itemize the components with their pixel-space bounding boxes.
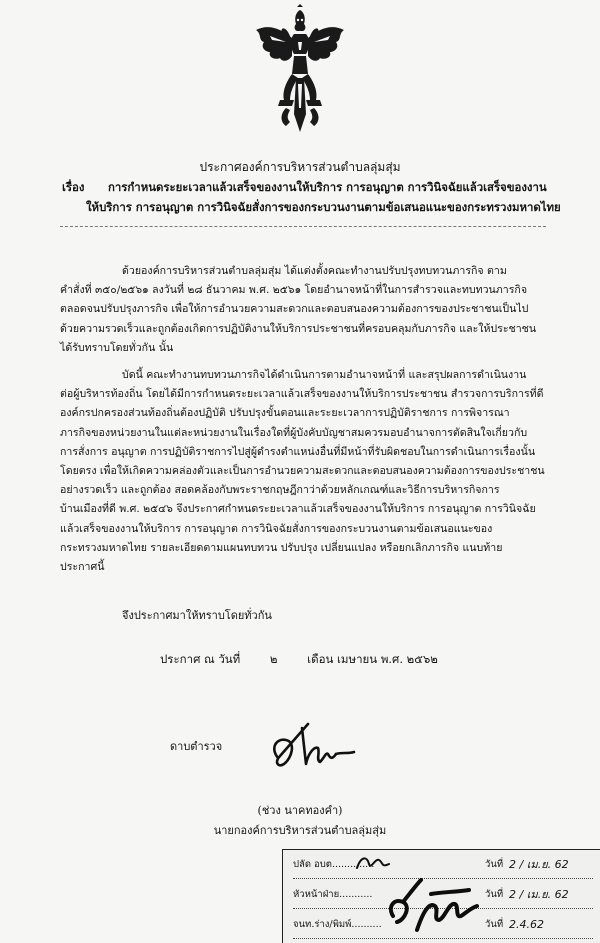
handwritten-signature-icon — [383, 872, 493, 938]
body-line: การสั่งการ อนุญาต การปฏิบัติราชการไปสู่ผู้ดำรงตำแหน่งอื่นที่มีหน้าที่รับผิดชอบในการดำเนินการเรื่องนั้น — [60, 445, 536, 458]
subject-label: เรื่อง — [62, 180, 85, 194]
body-line: กระทรวงมหาดไทย รายละเอียดตามแผนทบทวน ปรับปรุง เปลี่ยนแปลง หรือยกเลิกภารกิจ แนบท้าย — [60, 541, 503, 554]
subject-line-1 — [62, 177, 582, 197]
body-line: แล้วเสร็จของงานให้บริการ การอนุญาต การวินิจฉัยสั่งการของกระบวนงานตามข้อเสนอแนะของ — [60, 522, 493, 535]
routing-stamp — [282, 849, 600, 943]
closing-statement: จึงประกาศมาให้ทราบโดยทั่วกัน — [122, 609, 272, 622]
body-line: ประกาศนี้ — [60, 561, 105, 574]
stamp-date-label: วันที่ — [485, 859, 504, 870]
paragraph-1 — [60, 262, 560, 358]
date-month-label: เดือน — [307, 652, 334, 666]
stamp-date-value: 2.4.62 — [509, 918, 544, 931]
signer-name: (ช่วง นาคทองคำ) — [257, 804, 343, 817]
date-line — [160, 651, 438, 669]
body-line: ภารกิจของหน่วยงานในแต่ละหน่วยงานในเรื่องใดที่ผู้บังคับบัญชาสมควรมอบอำนาจการตัดสินใจเกี่ยวกับ — [60, 426, 528, 439]
signer-rank: ดาบตำรวจ — [170, 740, 223, 753]
stamp-row-label: หัวหน้าฝ่าย........... — [293, 889, 373, 900]
body-line: ได้รับทราบโดยทั่วกัน นั้น — [60, 341, 174, 354]
announcement-title: ประกาศองค์การบริหารส่วนตำบลลุ่มสุ่ม — [199, 160, 401, 174]
stamp-row-label: ปลัด อบต.............. — [293, 859, 375, 870]
signer-title: นายกองค์การบริหารส่วนตำบลลุ่มสุ่ม — [213, 824, 387, 837]
subject-text-1: การกำหนดระยะเวลาแล้วเสร็จของงานให้บริการ การอนุญาต การวินิจฉัยแล้วเสร็จของงาน — [108, 180, 547, 194]
body-line: โดยตรง เพื่อให้เกิดความคล่องตัวและเป็นการอำนวยความสะดวกและตอบสนองความต้องการของประชาชน — [60, 465, 545, 478]
signature-icon — [262, 718, 362, 774]
date-prefix: ประกาศ ณ วันที่ — [160, 652, 241, 666]
body-line: ต่อผู้บริหารท้องถิ่น โดยได้มีการกำหนดระยะเวลาแล้วเสร็จของงานให้บริการประชาชน สำรวจการบริการที่ดี — [60, 388, 544, 401]
date-day: ๒ — [269, 652, 278, 666]
body-line: องค์กรปกครองส่วนท้องถิ่นต้องปฏิบัติ ปรับปรุงขั้นตอนและระยะเวลาการปฏิบัติราชการ การพิจารณา — [60, 407, 510, 420]
body-line: ด้วยความรวดเร็วและถูกต้องเกิดการปฏิบัติงานให้บริการประชาชนที่ครอบคลุมกับภารกิจ และให้ประชาชน — [60, 322, 537, 335]
stamp-date-value: 2 / เม.ย. 62 — [509, 888, 569, 901]
body-line: ตลอดจนปรับปรุงภารกิจ เพื่อให้การอำนวยความสะดวกและตอบสนองความต้องการของประชาชนเป็นไป — [60, 303, 529, 316]
garuda-emblem-icon — [250, 4, 350, 134]
date-month: เมษายน — [337, 652, 378, 666]
body-line: อย่างรวดเร็ว และถูกต้อง สอดคล้องกับพระราชกฤษฎีกาว่าด้วยหลักเกณฑ์และวิธีการบริหารกิจการ — [60, 484, 500, 497]
date-year: พ.ศ. ๒๕๖๒ — [380, 652, 438, 666]
subject-block — [62, 177, 582, 217]
stamp-row-label: จนท.ร่าง/พิมพ์.......... — [293, 919, 382, 930]
stamp-date-label: วันที่ — [485, 919, 504, 930]
body-line: ด้วยองค์การบริหารส่วนตำบลลุ่มสุ่ม ได้แต่งตั้งคณะทำงานปรับปรุงทบทวนภารกิจ ตาม — [122, 265, 507, 277]
body-line: คำสั่งที่ ๓๕๐/๒๕๖๑ ลงวันที่ ๒๘ ธันวาคม พ.ศ. ๒๕๖๑ โดยอำนาจหน้าที่ในการสำรวจและทบทวนภารกิจ — [60, 284, 528, 297]
body-line: บ้านเมืองที่ดี พ.ศ. ๒๕๔๖ จึงประกาศกำหนดระยะเวลาแล้วเสร็จของงานให้บริการ การอนุญาต การวินิจฉัย — [60, 503, 536, 516]
stamp-date-label: วันที่ — [485, 889, 504, 900]
initials-icon — [353, 850, 393, 874]
body-line: บัดนี้ คณะทำงานทบทวนภารกิจได้ดำเนินการตามอำนาจหน้าที่ และสรุปผลการดำเนินงาน — [122, 369, 527, 381]
divider — [60, 226, 546, 227]
stamp-date-value: 2 / เม.ย. 62 — [509, 858, 569, 871]
paragraph-2 — [60, 366, 560, 577]
subject-line-2: ให้บริการ การอนุญาต การวินิจฉัยสั่งการของกระบวนงานตามข้อเสนอแนะของกระทรวงมหาดไทย — [86, 200, 561, 214]
